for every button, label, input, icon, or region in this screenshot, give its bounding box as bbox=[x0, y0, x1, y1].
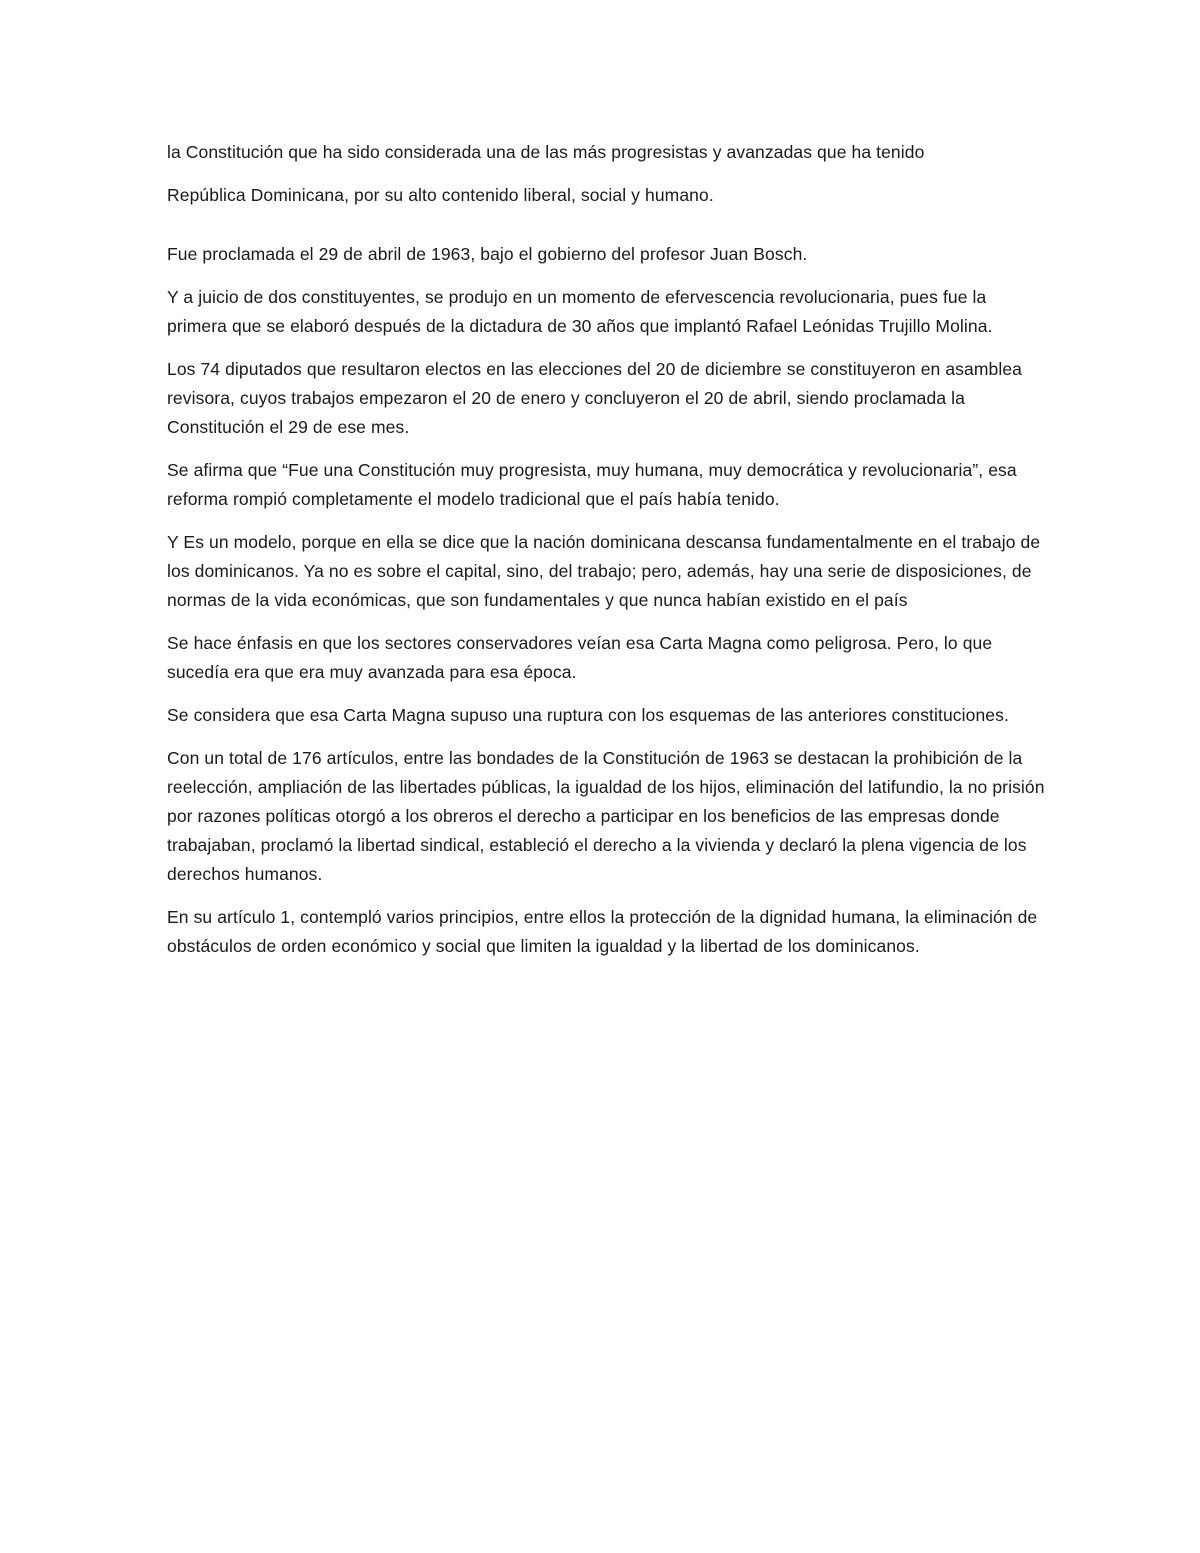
paragraph-5: Los 74 diputados que resultaron electos en las elecciones del 20 de diciembre se constituyeron en asamblea revisora, cuyos trabajos empezaron el 20 de enero y concluyeron el 20 de abril, siendo proclamada la Constitución el 29 de ese mes. bbox=[167, 359, 1023, 437]
paragraph-2: República Dominicana, por su alto contenido liberal, social y humano. bbox=[167, 185, 714, 205]
paragraph-4: Y a juicio de dos constituyentes, se produjo en un momento de efervescencia revolucionaria, pues fue la primera que se elaboró después de la dictadura de 30 años que implantó Rafael Leónidas Trujillo Molina. bbox=[167, 287, 993, 336]
paragraph-11: En su artículo 1, contempló varios principios, entre ellos la protección de la dignidad humana, la eliminación de obstáculos de orden económico y social que limiten la igualdad y la libertad de los dominicanos. bbox=[167, 907, 1038, 956]
document-body bbox=[167, 138, 1047, 975]
paragraph-7: Y Es un modelo, porque en ella se dice que la nación dominicana descansa fundamentalmente en el trabajo de los dominicanos. Ya no es sobre el capital, sino, del trabajo; pero, además, hay una serie de disposiciones, de normas de la vida económicas, que son fundamentales y que nunca habían existido en el país bbox=[167, 532, 1041, 610]
paragraph-8: Se hace énfasis en que los sectores conservadores veían esa Carta Magna como peligrosa. Pero, lo que sucedía era que era muy avanzada para esa época. bbox=[167, 633, 993, 682]
paragraph-1: la Constitución que ha sido considerada una de las más progresistas y avanzadas que ha tenido bbox=[167, 142, 925, 162]
paragraph-10: Con un total de 176 artículos, entre las bondades de la Constitución de 1963 se destacan la prohibición de la reelección, ampliación de las libertades públicas, la igualdad de los hijos, eliminación del latifundio, la no prisión por razones políticas otorgó a los obreros el derecho a participar en los beneficios de las empresas donde trabajaban, proclamó la libertad sindical, estableció el derecho a la vivienda y declaró la plena vigencia de los derechos humanos. bbox=[167, 748, 1045, 884]
paragraph-9: Se considera que esa Carta Magna supuso una ruptura con los esquemas de las anteriores constituciones. bbox=[167, 705, 1009, 725]
paragraph-3: Fue proclamada el 29 de abril de 1963, bajo el gobierno del profesor Juan Bosch. bbox=[167, 244, 808, 264]
paragraph-6: Se afirma que “Fue una Constitución muy progresista, muy humana, muy democrática y revolucionaria”, esa reforma rompió completamente el modelo tradicional que el país había tenido. bbox=[167, 460, 1017, 509]
